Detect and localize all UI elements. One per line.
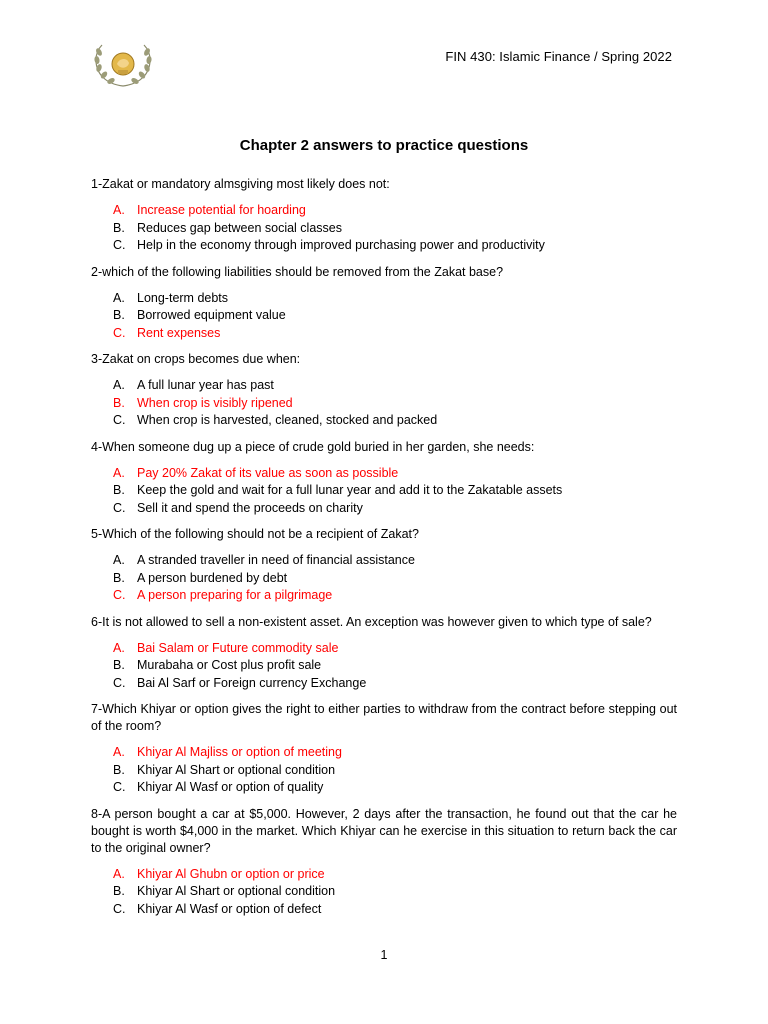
option-text: Rent expenses [137,325,221,340]
options-list [91,465,677,518]
option-letter: B. [113,483,125,497]
option-letter: C. [113,588,126,602]
question-text: 8-A person bought a car at $5,000. However, 2 days after the transaction, he found out that the car he bought is worth $4,000 in the market. Which Khiyar can he exercise in this situation to return back the car to the original owner? [91,806,677,855]
option-text: Borrowed equipment value [137,308,286,322]
answer-option [91,675,677,693]
question-8 [91,806,677,919]
correct-answer-option [91,325,677,343]
option-text: A person preparing for a pilgrimage [137,588,333,602]
laurel-wreath-logo [88,40,158,90]
answer-option [91,290,677,308]
option-text: A stranded traveller in need of financial assistance [137,553,415,567]
question-text: 1-Zakat or mandatory almsgiving most likely does not: [91,177,390,191]
question-2 [91,264,677,343]
option-letter: A. [113,290,125,305]
answer-option [91,883,677,901]
option-text: Sell it and spend the proceeds on charity [137,500,363,515]
option-letter: B. [113,395,125,410]
option-text: Khiyar Al Shart or optional condition [137,884,336,898]
question-6 [91,614,677,693]
options-list [91,552,677,605]
correct-answer-option [91,395,677,413]
option-letter: C. [113,500,126,515]
option-text: Khiyar Al Majliss or option of meeting [137,745,342,759]
option-text: Keep the gold and wait for a full lunar year and add it to the Zakatable assets [137,483,563,497]
option-letter: C. [113,238,126,252]
options-list [91,290,677,343]
question-text: 6-It is not allowed to sell a non-existent asset. An exception was however given to which type of sale? [91,614,652,629]
options-list [91,377,677,430]
option-letter: A. [113,465,125,480]
option-text: Bai Al Sarf or Foreign currency Exchange [137,675,367,690]
question-5 [91,526,677,605]
option-letter: A. [113,203,125,217]
option-text: When crop is visibly ripened [137,395,293,410]
answer-option [91,552,677,570]
question-4 [91,439,677,518]
option-letter: C. [113,675,126,690]
option-letter: B. [113,220,125,235]
option-text: Pay 20% Zakat of its value as soon as possible [137,465,399,480]
answer-option [91,901,677,919]
option-text: Help in the economy through improved purchasing power and productivity [137,238,545,252]
option-letter: A. [113,553,125,567]
option-text: Khiyar Al Shart or optional condition [137,762,336,777]
option-letter: B. [113,570,125,585]
question-7 [91,701,677,797]
correct-answer-option [91,744,677,762]
answer-option [91,779,677,797]
option-letter: B. [113,762,125,777]
correct-answer-option [91,465,677,483]
option-text: A person burdened by debt [137,570,288,585]
option-text: Reduces gap between social classes [137,220,342,235]
option-letter: B. [113,658,125,672]
option-letter: C. [113,325,126,340]
option-text: Khiyar Al Wasf or option of quality [137,780,324,794]
option-letter: A. [113,378,125,392]
answer-option [91,570,677,588]
answer-option [91,237,677,255]
question-text: 4-When someone dug up a piece of crude gold buried in her garden, she needs: [91,439,535,454]
option-letter: B. [113,308,125,322]
page-number: 1 [380,948,388,962]
answer-option [91,762,677,780]
question-text: 2-which of the following liabilities should be removed from the Zakat base? [91,264,504,279]
question-text: 3-Zakat on crops becomes due when: [91,352,301,366]
answer-option [91,500,677,518]
options-list [91,640,677,693]
answer-option [91,412,677,430]
answer-option [91,307,677,325]
option-letter: C. [113,780,126,794]
option-text: Long-term debts [137,290,229,305]
option-text: Bai Salam or Future commodity sale [137,640,339,655]
options-list [91,202,677,255]
option-letter: A. [113,640,125,655]
question-text: 5-Which of the following should not be a recipient of Zakat? [91,527,419,541]
option-text: Khiyar Al Wasf or option of defect [137,901,322,916]
option-text: Murabaha or Cost plus profit sale [137,658,322,672]
correct-answer-option [91,640,677,658]
option-letter: A. [113,745,125,759]
answer-option [91,482,677,500]
correct-answer-option [91,587,677,605]
questions-list [91,176,677,927]
option-text: When crop is harvested, cleaned, stocked and packed [137,413,438,427]
question-1 [91,176,677,255]
correct-answer-option [91,866,677,884]
answer-option [91,377,677,395]
option-letter: C. [113,413,126,427]
option-text: A full lunar year has past [137,378,274,392]
option-text: Khiyar Al Ghubn or option or price [137,866,325,881]
option-text: Increase potential for hoarding [137,203,306,217]
course-header: FIN 430: Islamic Finance / Spring 2022 [445,49,672,64]
answer-option [91,657,677,675]
option-letter: C. [113,901,126,916]
question-text: 7-Which Khiyar or option gives the right to either parties to withdraw from the contract before stepping out of the room? [91,702,677,733]
option-letter: B. [113,884,125,898]
option-letter: A. [113,866,125,881]
options-list [91,744,677,797]
options-list [91,866,677,919]
answer-option [91,220,677,238]
document-title: Chapter 2 answers to practice questions [239,137,529,154]
correct-answer-option [91,202,677,220]
question-3 [91,351,677,430]
